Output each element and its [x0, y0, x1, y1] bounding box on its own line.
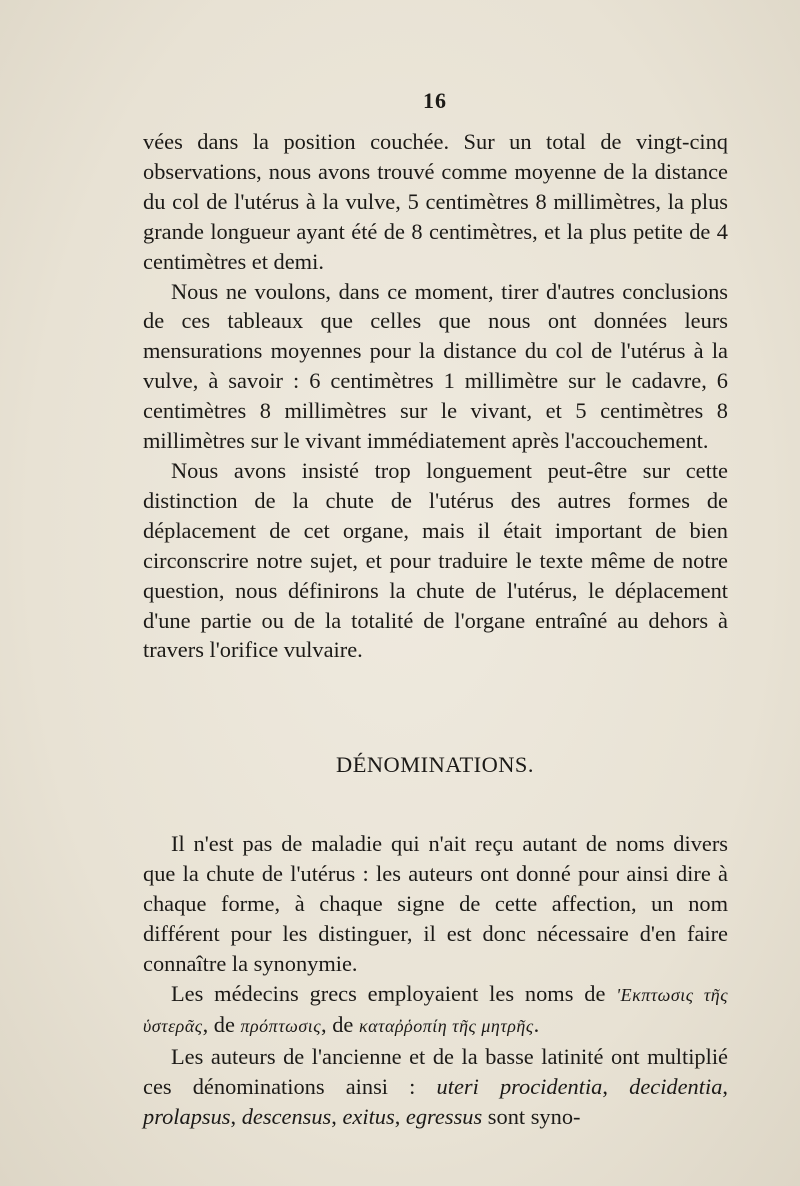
body-text-top	[143, 127, 728, 665]
latin-sep-3: ,	[230, 1104, 242, 1130]
latin-term-decidentia: decidentia	[629, 1074, 723, 1100]
latin-term-egressus: egressus	[405, 1104, 483, 1130]
paragraph-synonyms: Il n'est pas de maladie qui n'ait reçu autant de noms divers que la chute de l'utérus : les auteurs ont donné pour ainsi dire à chaque forme, à chaque signe de cette affection, un nom différent pour les distinguer, il est donc nécessaire d'en faire connaître la synonymie.	[143, 831, 728, 976]
latin-term-prolapsus: prolapsus	[143, 1104, 231, 1130]
greek-end: .	[533, 1012, 540, 1038]
latin-term-exitus: exitus	[342, 1104, 395, 1130]
greek-sep-2: , de	[321, 1012, 359, 1038]
latin-sep-5: ,	[394, 1104, 406, 1130]
latin-sep-4: ,	[331, 1104, 343, 1130]
greek-intro: Les médecins grecs employaient les noms de	[171, 980, 617, 1006]
greek-sep-1: , de	[202, 1012, 241, 1038]
paragraph-conclusions: Nous ne voulons, dans ce moment, tirer d'autres conclusions de ces tableaux que celles que nous ont données leurs mensurations moyennes pour la distance du col de l'utérus à la vulve, à savoir : 6 centimètres 1 millimètre sur le cadavre, 6 centimètres 8 millimètres sur le vivant, et 5 centimètres 8 millimètres sur le vivant immédiatement après l'accouchement.	[143, 278, 728, 454]
paragraph-greek-names	[143, 979, 728, 1043]
latin-sep-1: ,	[602, 1074, 630, 1100]
paragraph-latin-names	[143, 1042, 728, 1132]
paragraph-definition: Nous avons insisté trop longuement peut-être sur cette distinction de la chute de l'utérus des autres formes de déplacement de cet organe, mais il était important de bien circonscrire notre sujet, et pour traduire le texte même de notre question, nous définirons la chute de l'utérus, le déplacement d'une partie ou de la totalité de l'organe entraîné au dehors à travers l'orifice vulvaire.	[143, 457, 728, 663]
latin-term-descensus: descensus	[241, 1104, 332, 1130]
section-heading: DÉNOMINATIONS.	[336, 752, 534, 777]
latin-sep-2: ,	[722, 1074, 728, 1100]
body-text-bottom	[143, 829, 728, 1132]
latin-intro: Les auteurs de l'ancienne et de la basse latinité ont multiplié ces dénominations ainsi :	[143, 1044, 728, 1100]
greek-term-ekptosis: 'Εκπτωσις τῆς ὑστερᾶς	[143, 984, 728, 1037]
page-number: 16	[423, 88, 447, 113]
greek-term-proptosis: πρόπτωσις	[240, 1016, 322, 1037]
latin-end: sont syno-	[482, 1104, 581, 1130]
paragraph-continuation: vées dans la position couchée. Sur un total de vingt-cinq observations, nous avons trouvé comme moyenne de la distance du col de l'utérus à la vulve, 5 centimètres 8 millimètres, la plus grande longueur ayant été de 8 centimètres, et la plus petite de 4 centimètres et demi.	[143, 129, 728, 274]
greek-term-katarrhopie: καταῤῥοπίη τῆς μητρῆς	[358, 1016, 534, 1037]
latin-term-procidentia: uteri procidentia	[436, 1074, 603, 1100]
